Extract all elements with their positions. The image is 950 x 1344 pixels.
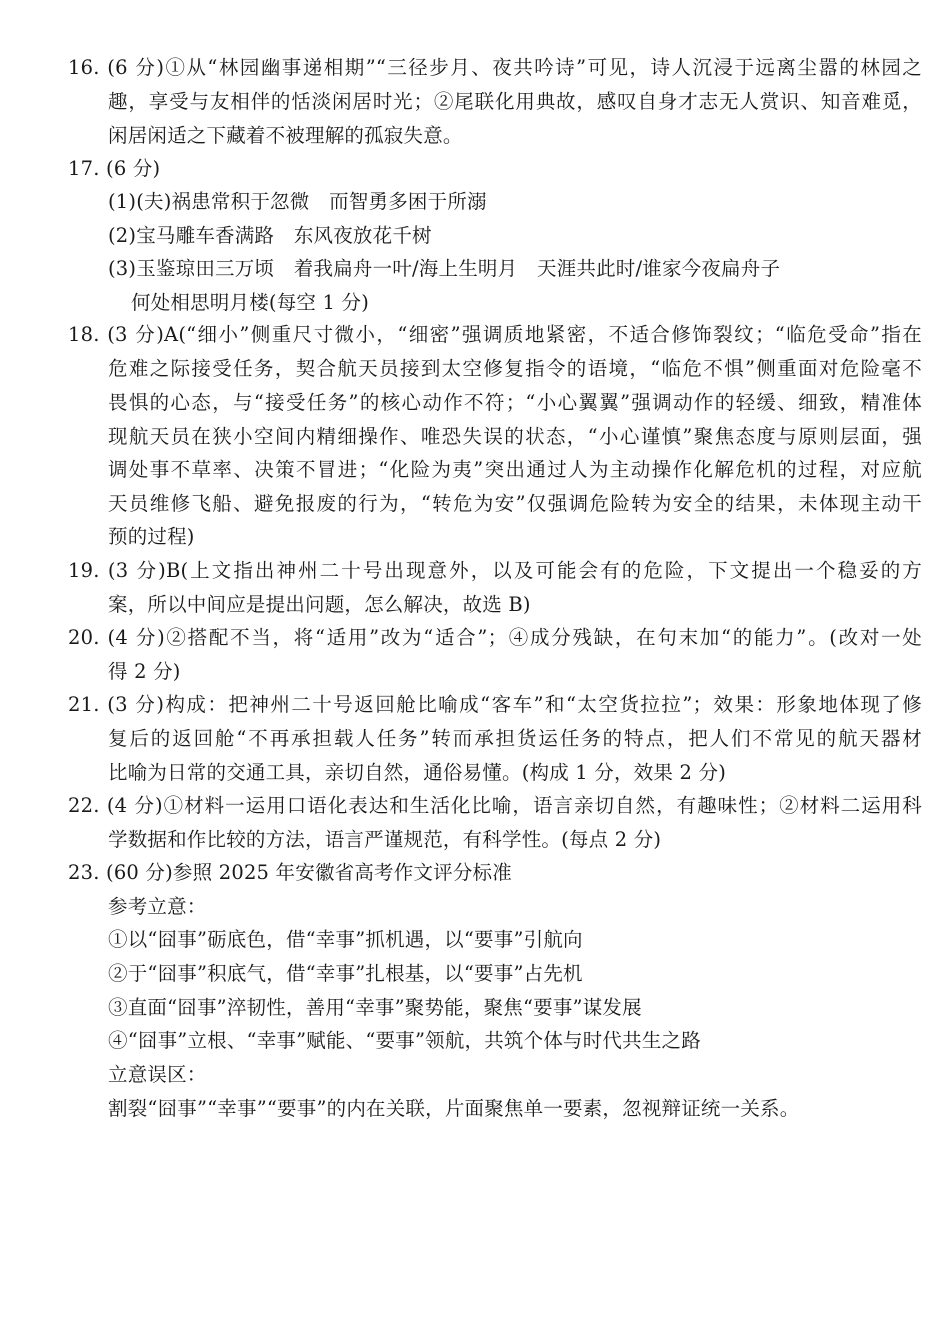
- question-16-line-1: 16. (6 分)①从“林园幽事递相期”“三径步月、夜共吟诗”可见，诗人沉浸于远离尘嚣的林园之: [68, 56, 922, 79]
- question-18-line-5: 调处事不草率、决策不冒进；“化险为夷”突出通过人为主动操作化解危机的过程，对应航: [108, 458, 922, 481]
- question-23-theme-4: ④“囧事”立根、“幸事”赋能、“要事”领航，共筑个体与时代共生之路: [108, 1029, 701, 1052]
- question-23-theme-3: ③直面“囧事”淬韧性，善用“幸事”聚势能，聚焦“要事”谋发展: [108, 996, 642, 1019]
- question-17-item-3: (3)玉鉴琼田三万顷 着我扁舟一叶/海上生明月 天涯共此时/谁家今夜扁舟子: [108, 257, 781, 280]
- question-23-theme-1: ①以“囧事”砺底色，借“幸事”抓机遇，以“要事”引航向: [108, 928, 583, 951]
- question-23-theme-2: ②于“囧事”积底气，借“幸事”扎根基，以“要事”占先机: [108, 962, 583, 985]
- question-17-header: 17. (6 分): [68, 157, 161, 180]
- question-17-item-2: (2)宝马雕车香满路 东风夜放花千树: [108, 224, 432, 247]
- question-23-misconception-heading: 立意误区：: [108, 1063, 207, 1086]
- question-18-line-6: 天员维修飞船、避免报废的行为，“转危为安”仅强调危险转为安全的结果，未体现主动干: [108, 492, 922, 515]
- question-18-line-3: 畏惧的心态，与“接受任务”的核心动作不符；“小心翼翼”强调动作的轻缓、细致，精准体: [108, 391, 922, 414]
- question-19-line-1: 19. (3 分)B(上文指出神州二十号出现意外，以及可能会有的危险，下文提出一个稳妥的方: [68, 559, 922, 582]
- question-23-header: 23. (60 分)参照 2025 年安徽省高考作文评分标准: [68, 861, 512, 884]
- question-20-line-1: 20. (4 分)②搭配不当，将“适用”改为“适合”；④成分残缺，在句末加“的能力”。(改对一处: [68, 626, 922, 649]
- question-18-line-7: 预的过程): [108, 525, 195, 548]
- question-23-reference-heading: 参考立意：: [108, 895, 207, 918]
- question-16-line-2: 趣，享受与友相伴的恬淡闲居时光；②尾联化用典故，感叹自身才志无人赏识、知音难觅，: [108, 90, 922, 113]
- question-17-item-3-cont: 何处相思明月楼(每空 1 分): [131, 291, 370, 314]
- question-22-line-2: 学数据和作比较的方法，语言严谨规范，有科学性。(每点 2 分): [108, 828, 662, 851]
- question-21-line-3: 比喻为日常的交通工具，亲切自然，通俗易懂。(构成 1 分，效果 2 分): [108, 761, 727, 784]
- question-23-misconception-text: 割裂“囧事”“幸事”“要事”的内在关联，片面聚焦单一要素，忽视辩证统一关系。: [108, 1097, 800, 1120]
- question-18-line-2: 危难之际接受任务，契合航天员接到太空修复指令的语境，“临危不惧”侧重面对危险毫不: [108, 357, 922, 380]
- question-21-line-2: 复后的返回舱“不再承担载人任务”转而承担货运任务的特点，把人们不常见的航天器材: [108, 727, 922, 750]
- question-18-line-4: 现航天员在狭小空间内精细操作、唯恐失误的状态，“小心谨慎”聚焦态度与原则层面，强: [108, 425, 922, 448]
- question-22-line-1: 22. (4 分)①材料一运用口语化表达和生活化比喻，语言亲切自然，有趣味性；②材料二运用科: [68, 794, 922, 817]
- question-18-line-1: 18. (3 分)A(“细小”侧重尺寸微小，“细密”强调质地紧密，不适合修饰裂纹；“临危受命”指在: [68, 323, 922, 346]
- question-20-line-2: 得 2 分): [108, 660, 181, 683]
- question-16-line-3: 闲居闲适之下藏着不被理解的孤寂失意。: [108, 124, 463, 147]
- question-19-line-2: 案，所以中间应是提出问题，怎么解决，故选 B): [108, 593, 531, 616]
- question-21-line-1: 21. (3 分)构成：把神州二十号返回舱比喻成“客车”和“太空货拉拉”；效果：形象地体现了修: [68, 693, 922, 716]
- question-17-item-1: (1)(夫)祸患常积于忽微 而智勇多困于所溺: [108, 190, 487, 213]
